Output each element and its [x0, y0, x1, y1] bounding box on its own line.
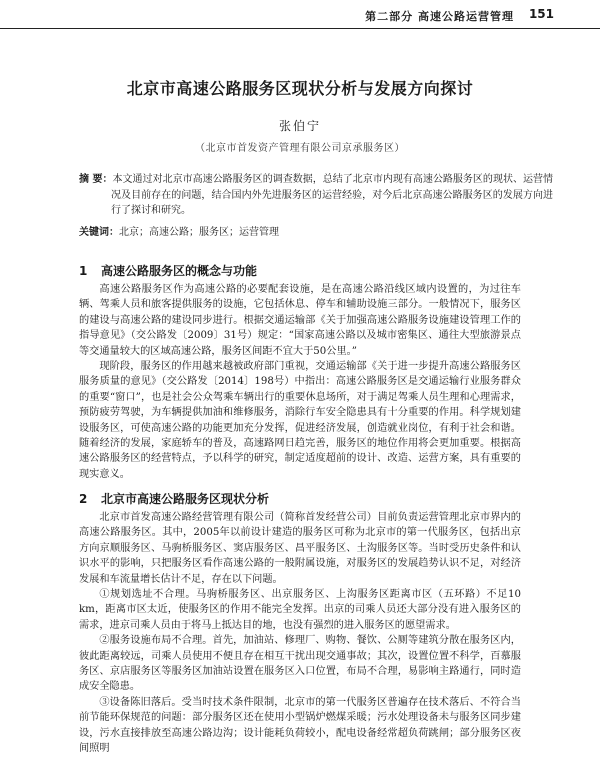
- author-name: 张伯宁: [278, 119, 321, 133]
- section-1-body: [79, 282, 521, 482]
- section-2-title: 北京市高速公路服务区现状分析: [101, 492, 270, 506]
- running-head-title: 第二部分 高速公路运营管理: [365, 10, 514, 23]
- keywords: [79, 225, 521, 240]
- page-number: 151: [528, 7, 554, 21]
- abstract-label: 摘 要：: [79, 174, 113, 185]
- section-1-paragraph: 现阶段，服务区的作用越来越被政府部门重视，交通运输部《关于进一步提升高速公路服务区服务质量的意见》（交公路发〔2014〕198号）中指出：高速公路服务区是交通运输行业服务群众的重要“窗口”，也是社会公众驾乘车辆出行的重要休息场所，对于满足驾乘人员生理和心理需求，预防疲劳驾驶，为车辆提供加油和维修服务，消除行车安全隐患具有十分重要的作用。科学规划建设服务区，可使高速公路的功能更加充分发挥，促进经济发展，创造就业岗位，有利于社会和谐。随着经济的发展，家庭轿车的普及，高速路网日趋完善，服务区的地位作用将会更加重要。根据高速公路服务区的经营特点，予以科学的研究，制定适度超前的设计、改造、运营方案，具有重要的现实意义。: [79, 361, 521, 480]
- article-title: 北京市高速公路服务区现状分析与发展方向探讨: [126, 79, 474, 98]
- section-2-paragraph: 北京市首发高速公路经营管理有限公司（简称首发经营公司）目前负责运营管理北京市界内的高速公路服务区。其中，2005年以前设计建造的服务区可称为北京市的第一代服务区，包括出京方向京顺服务区、马驹桥服务区、窦店服务区、昌平服务区、土沟服务区等。当时受历史条件和认识水平的影响，只把服务区看作高速公路的一般附属设施，对服务区的发展趋势认识不足，对经济发展和车流量增长估计不足，存在以下问题。: [79, 512, 521, 585]
- author-affiliation: （北京市首发资产管理有限公司京承服务区）: [195, 143, 405, 154]
- section-1-number: 1: [79, 264, 88, 278]
- section-2-body: [79, 510, 521, 757]
- keywords-text: 北京；高速公路；服务区；运营管理: [119, 227, 279, 238]
- section-2-paragraph: ②服务设施布局不合理。首先，加油站、修理厂、购物、餐饮、公厕等建筑分散在服务区内，彼此距离较远，司乘人员使用不便且存在相互干扰出现交通事故；其次，设置位置不科学，百慕服务区、京店服务区等服务区加油站设置在服务区入口位置，布局不合理，易影响主路通行，同时造成安全隐患。: [79, 635, 521, 693]
- running-header: [0, 0, 600, 29]
- section-2-paragraph: ③设备陈旧落后。受当时技术条件限制，北京市的第一代服务区普遍存在技术落后、不符合当前节能环保规范的问题：部分服务区还在使用小型锅炉燃煤采暖；污水处理设备未与服务区同步建设，污水直接排放至高速公路边沟；设计能耗负荷较小，配电设备经常超负荷跳闸；部分服务区夜间照明: [79, 696, 521, 755]
- section-2-number: 2: [79, 492, 88, 506]
- abstract: [79, 172, 553, 219]
- section-1-title: 高速公路服务区的概念与功能: [101, 264, 258, 278]
- section-2-heading: [79, 490, 269, 507]
- keywords-label: 关键词：: [79, 227, 119, 238]
- abstract-text: 本文通过对北京市高速公路服务区的调查数据，总结了北京市内现有高速公路服务区的现状、运营情况及目前存在的问题，结合国内外先进服务区的运营经验，对今后北京高速公路服务区的发展方向进行了探讨和研究。: [111, 174, 554, 216]
- section-1-paragraph: 高速公路服务区作为高速公路的必要配套设施，是在高速公路沿线区域内设置的，为过往车辆、驾乘人员和旅客提供服务的设施，它包括休息、停车和辅助设施三部分。一般情况下，服务区的建设与高速公路的建设同步进行。根据交通运输部《关于加强高速公路服务设施建设管理工作的指导意见》（交公路发〔2009〕31号）规定：“国家高速公路以及城市密集区、通往大型旅游景点等交通量较大的区域高速公路，服务区间距不宜大于50公里。”: [79, 284, 521, 357]
- section-2-paragraph: ①规划选址不合理。马驹桥服务区、出京服务区、上沟服务区距离市区（五环路）不足10 km，距离市区太近，使服务区的作用不能完全发挥。出京的司乘人员还大部分没有进入服务区的需求，进京司乘人员由于将马上抵达目的地，也没有强烈的进入服务区的愿望需求。: [79, 589, 521, 631]
- section-1-heading: [79, 262, 257, 279]
